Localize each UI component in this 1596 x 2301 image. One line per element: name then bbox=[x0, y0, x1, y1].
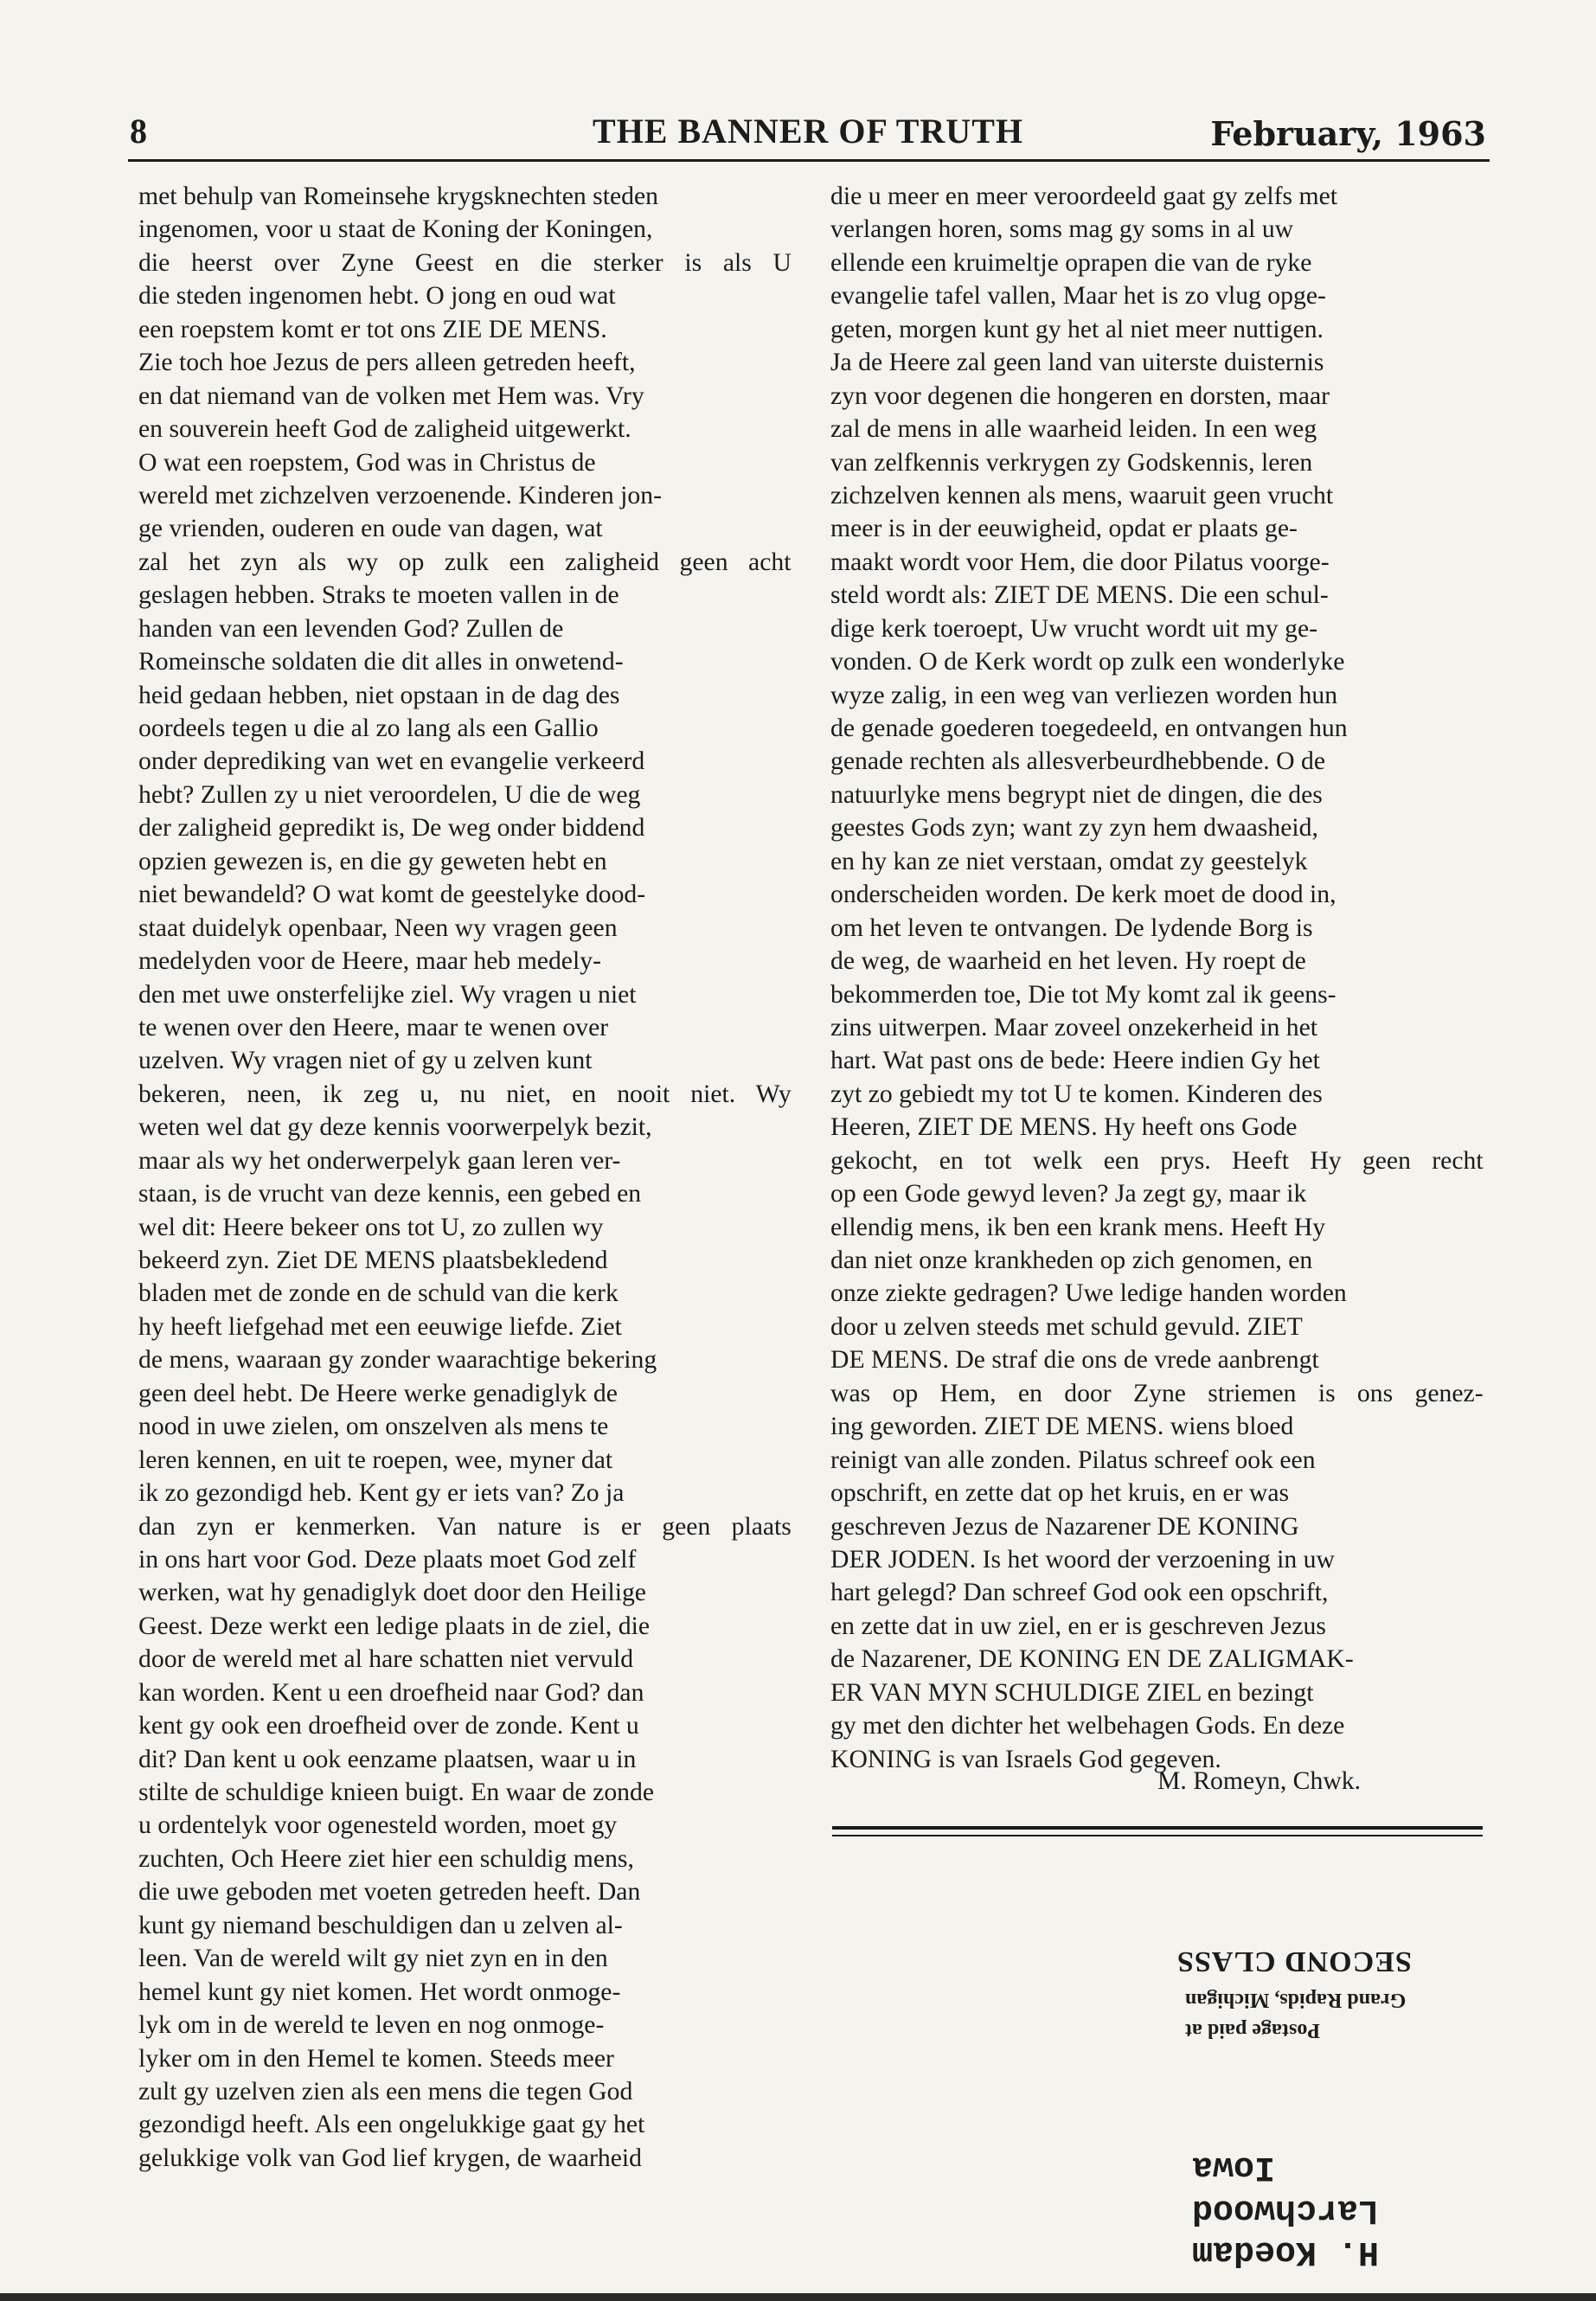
text-line: van zelfkennis verkrygen zy Godskennis, leren bbox=[830, 448, 1313, 477]
issue-date: February, 1963 bbox=[1210, 114, 1486, 153]
text-line: kunt gy niemand beschuldigen dan u zelven al- bbox=[138, 1911, 623, 1939]
text-line: ge vrienden, ouderen en oude van dagen, wat bbox=[138, 515, 603, 543]
text-line: staan, is de vrucht van deze kennis, een gebed en bbox=[138, 1180, 642, 1208]
text-line: door u zelven steeds met schuld gevuld. ZIET bbox=[830, 1312, 1303, 1341]
text-line: ER VAN MYN SCHULDIGE ZIEL en bezingt bbox=[830, 1678, 1314, 1707]
postage-location: Grand Rapids, Michigan bbox=[1185, 1989, 1407, 2011]
text-line: verlangen horen, soms mag gy soms in al uw bbox=[830, 215, 1294, 244]
text-line: zal de mens in alle waarheid leiden. In een weg bbox=[830, 415, 1317, 444]
text-line: bekommerden toe, Die tot My komt zal ik geens- bbox=[830, 980, 1336, 1009]
text-line: nood in uwe zielen, om onszelven als mens te bbox=[138, 1413, 609, 1441]
text-line: een roepstem komt er tot ons ZIE DE MENS. bbox=[138, 315, 607, 343]
text-line: en zette dat in uw ziel, en er is geschreven Jezus bbox=[830, 1612, 1326, 1640]
author-signature: M. Romeyn, Chwk. bbox=[1157, 1767, 1362, 1795]
text-line: medelyden voor de Heere, maar heb medely- bbox=[138, 947, 601, 976]
text-line: bekeerd zyn. Ziet DE MENS plaatsbekledend bbox=[138, 1247, 608, 1274]
text-line: steld wordt als: ZIET DE MENS. Die een schul- bbox=[830, 581, 1329, 610]
text-line: om het leven te ontvangen. De lydende Borg is bbox=[830, 913, 1313, 942]
mailing-label-upside-down bbox=[1176, 1868, 1488, 2275]
mailing-label bbox=[1176, 1868, 1488, 2275]
text-line: zuchten, Och Heere ziet hier een schuldig mens, bbox=[138, 1844, 634, 1873]
text-line: hebt? Zullen zy u niet veroordelen, U die de weg bbox=[138, 780, 641, 809]
text-line: oordeels tegen u die al zo lang als een Gallio bbox=[138, 715, 599, 742]
text-line: Heeren, ZIET DE MENS. Hy heeft ons Gode bbox=[830, 1113, 1298, 1142]
text-line: leen. Van de wereld wilt gy niet zyn en in den bbox=[138, 1945, 608, 1973]
page-header bbox=[130, 111, 1486, 151]
text-line: natuurlyke mens begrypt niet de dingen, die des bbox=[830, 780, 1323, 809]
text-line: ing geworden. ZIET DE MENS. wiens bloed bbox=[830, 1413, 1294, 1441]
text-line: der zaligheid gepredikt is, De weg onder biddend bbox=[138, 814, 645, 843]
text-line: geschreven Jezus de Nazarener DE KONING bbox=[830, 1512, 1299, 1541]
text-line: op een Gode gewyd leven? Ja zegt gy, maar ik bbox=[830, 1180, 1307, 1208]
text-line: werken, wat hy genadiglyk doet door den Heilige bbox=[138, 1579, 646, 1607]
left-column bbox=[138, 180, 792, 2175]
text-line: kan worden. Kent u een droefheid naar God? dan bbox=[138, 1678, 644, 1707]
text-line: zyt zo gebiedt my tot U te komen. Kinderen des bbox=[830, 1080, 1323, 1108]
text-line: geen deel hebt. De Heere werke genadiglyk de bbox=[138, 1379, 618, 1407]
text-line: uzelven. Wy vragen niet of gy u zelven kunt bbox=[138, 1047, 593, 1075]
recipient-street: Larchwood bbox=[1192, 2190, 1380, 2229]
text-line: wel dit: Heere bekeer ons tot U, zo zullen wy bbox=[138, 1213, 604, 1241]
text-line: ellende een kruimeltje oprapen die van de ryke bbox=[830, 248, 1312, 277]
recipient-state: Iowa bbox=[1192, 2147, 1276, 2186]
text-line: leren kennen, en uit te roepen, wee, myner dat bbox=[138, 1445, 613, 1474]
text-line: hart gelegd? Dan schreef God ook een opschrift, bbox=[830, 1579, 1329, 1607]
text-line: handen van een levenden God? Zullen de bbox=[138, 614, 564, 643]
text-line: lyk om in de wereld te leven en nog onmoge- bbox=[138, 2011, 605, 2040]
text-line: en souverein heeft God de zaligheid uitgewerkt. bbox=[138, 415, 631, 444]
text-line: zal het zyn als wy op zulk een zaligheid geen acht bbox=[138, 548, 792, 576]
text-line: onderscheiden worden. De kerk moet de dood in, bbox=[830, 881, 1336, 909]
text-line: in ons hart voor God. Deze plaats moet God zelf bbox=[138, 1545, 637, 1574]
text-line: genade rechten als allesverbeurdhebbende. O de bbox=[830, 747, 1326, 776]
text-line: hart. Wat past ons de bede: Heere indien Gy het bbox=[830, 1047, 1320, 1075]
text-line: en dat niemand van de volken met Hem was. Vry bbox=[138, 381, 644, 410]
text-line: O wat een roepstem, God was in Christus de bbox=[138, 448, 596, 477]
text-line: evangelie tafel vallen, Maar het is zo vlug opge- bbox=[830, 282, 1326, 311]
text-line: onder deprediking van wet en evangelie verkeerd bbox=[138, 747, 645, 776]
text-line: weten wel dat gy deze kennis voorwerpelyk bezit, bbox=[138, 1113, 652, 1142]
text-line: hemel kunt gy niet komen. Het wordt onmoge- bbox=[138, 1977, 621, 2006]
text-line: geestes Gods zyn; want zy zyn hem dwaasheid, bbox=[830, 814, 1318, 843]
text-line: maakt wordt voor Hem, die door Pilatus voorge- bbox=[830, 548, 1330, 576]
text-line: KONING is van Israels God gegeven. bbox=[830, 1745, 1221, 1773]
text-line: zichzelven kennen als mens, waaruit geen vrucht bbox=[830, 481, 1334, 510]
text-line: maar als wy het onderwerpelyk gaan leren ver- bbox=[138, 1146, 621, 1175]
text-line: vonden. O de Kerk wordt op zulk een wonderlyke bbox=[830, 648, 1345, 676]
text-line: gekocht, en tot welk een prys. Heeft Hy geen recht bbox=[830, 1146, 1484, 1175]
text-line: lyker om in den Hemel te komen. Steeds meer bbox=[138, 2044, 614, 2073]
text-line: en hy kan ze niet verstaan, omdat zy geestelyk bbox=[830, 847, 1308, 875]
text-line: die uwe geboden met voeten getreden heeft. Dan bbox=[138, 1878, 641, 1907]
text-line: door de wereld met al hare schatten niet vervuld bbox=[138, 1645, 634, 1674]
text-line: zyn voor degenen die hongeren en dorsten, maar bbox=[830, 381, 1330, 410]
text-line: staat duidelyk openbaar, Neen wy vragen geen bbox=[138, 913, 618, 942]
text-line: met behulp van Romeinsehe krygsknechten steden bbox=[138, 183, 659, 210]
text-line: de weg, de waarheid en het leven. Hy roept de bbox=[830, 947, 1306, 976]
text-line: die heerst over Zyne Geest en die sterker is als U bbox=[138, 248, 792, 277]
text-line: hy heeft liefgehad met een eeuwige liefde. Ziet bbox=[138, 1312, 622, 1341]
text-line: die u meer en meer veroordeeld gaat gy zelfs met bbox=[830, 183, 1338, 210]
text-line: niet bewandeld? O wat komt de geestelyke dood- bbox=[138, 881, 646, 909]
text-line: die steden ingenomen hebt. O jong en oud wat bbox=[138, 282, 616, 311]
text-line: Romeinsche soldaten die dit alles in onwetend- bbox=[138, 648, 624, 676]
text-line: Geest. Deze werkt een ledige plaats in de ziel, die bbox=[138, 1612, 651, 1640]
text-line: geten, morgen kunt gy het al niet meer nuttigen. bbox=[830, 315, 1324, 343]
text-line: dit? Dan kent u ook eenzame plaatsen, waar u in bbox=[138, 1745, 637, 1773]
text-line: te wenen over den Heere, maar te wenen over bbox=[138, 1013, 609, 1042]
header-rule bbox=[128, 159, 1490, 162]
text-line: meer is in der eeuwigheid, opdat er plaats ge- bbox=[830, 515, 1298, 543]
text-line: ingenomen, voor u staat de Koning der Koningen, bbox=[138, 215, 653, 244]
text-line: stilte de schuldige knieen buigt. En waar de zonde bbox=[138, 1779, 655, 1806]
postage-paid: Postage paid at bbox=[1185, 2019, 1320, 2041]
text-line: gezondigd heeft. Als een ongelukkige gaat gy het bbox=[138, 2111, 645, 2139]
text-line: DER JODEN. Is het woord der verzoening in uw bbox=[830, 1545, 1335, 1574]
text-line: zult gy uzelven zien als een mens die tegen God bbox=[138, 2077, 633, 2106]
text-line: opschrift, en zette dat op het kruis, en er was bbox=[830, 1479, 1290, 1508]
text-line: dige kerk toeroept, Uw vrucht wordt uit my ge- bbox=[830, 614, 1318, 643]
recipient-name: H. Koedam bbox=[1192, 2232, 1380, 2271]
right-column bbox=[830, 180, 1484, 1776]
text-line: bekeren, neen, ik zeg u, nu niet, en nooit niet. Wy bbox=[138, 1080, 792, 1108]
text-line: wyze zalig, in een weg van verliezen worden hun bbox=[830, 681, 1338, 709]
text-line: den met uwe onsterfelijke ziel. Wy vragen u niet bbox=[138, 980, 637, 1009]
text-line: zins uitwerpen. Maar zoveel onzekerheid in het bbox=[830, 1013, 1318, 1042]
page-bottom-edge bbox=[0, 2293, 1596, 2301]
text-line: ellendig mens, ik ben een krank mens. Heeft Hy bbox=[830, 1213, 1326, 1241]
text-line: reinigt van alle zonden. Pilatus schreef ook een bbox=[830, 1445, 1316, 1474]
text-line: gelukkige volk van God lief krygen, de waarheid bbox=[138, 2144, 643, 2172]
text-line: Ja de Heere zal geen land van uiterste duisternis bbox=[830, 349, 1324, 377]
text-line: u ordentelyk voor ogenesteld worden, moet gy bbox=[138, 1811, 618, 1840]
text-line: gy met den dichter het welbehagen Gods. En deze bbox=[830, 1712, 1345, 1740]
text-line: heid gedaan hebben, niet opstaan in de dag des bbox=[138, 681, 620, 709]
text-line: DE MENS. De straf die ons de vrede aanbrengt bbox=[830, 1346, 1319, 1375]
divider-thick bbox=[832, 1826, 1483, 1830]
postage-class: SECOND CLASS bbox=[1176, 1945, 1412, 1977]
page-number: 8 bbox=[130, 112, 147, 151]
text-line: wereld met zichzelven verzoenende. Kinderen jon- bbox=[138, 481, 662, 510]
text-line: de genade goederen toegedeeld, en ontvangen hun bbox=[830, 715, 1348, 742]
text-line: de mens, waaraan gy zonder waarachtige bekering bbox=[138, 1346, 657, 1375]
text-line: Zie toch hoe Jezus de pers alleen getreden heeft, bbox=[138, 349, 636, 377]
text-line: geslagen hebben. Straks te moeten vallen in de bbox=[138, 581, 619, 610]
text-line: onze ziekte gedragen? Uwe ledige handen worden bbox=[830, 1279, 1347, 1308]
text-line: dan niet onze krankheden op zich genomen, en bbox=[830, 1247, 1313, 1274]
text-line: dan zyn er kenmerken. Van nature is er geen plaats bbox=[138, 1512, 792, 1541]
text-line: opzien gewezen is, en die gy geweten hebt en bbox=[138, 847, 607, 875]
text-line: kent gy ook een droefheid over de zonde. Kent u bbox=[138, 1712, 639, 1740]
text-line: ik zo gezondigd heb. Kent gy er iets van? Zo ja bbox=[138, 1479, 625, 1508]
publication-title: THE BANNER OF TRUTH bbox=[593, 112, 1023, 151]
text-line: bladen met de zonde en de schuld van die kerk bbox=[138, 1279, 619, 1308]
text-line: de Nazarener, DE KONING EN DE ZALIGMAK- bbox=[830, 1645, 1354, 1674]
divider-thin bbox=[832, 1835, 1483, 1836]
text-line: was op Hem, en door Zyne striemen is ons genez- bbox=[830, 1379, 1484, 1407]
